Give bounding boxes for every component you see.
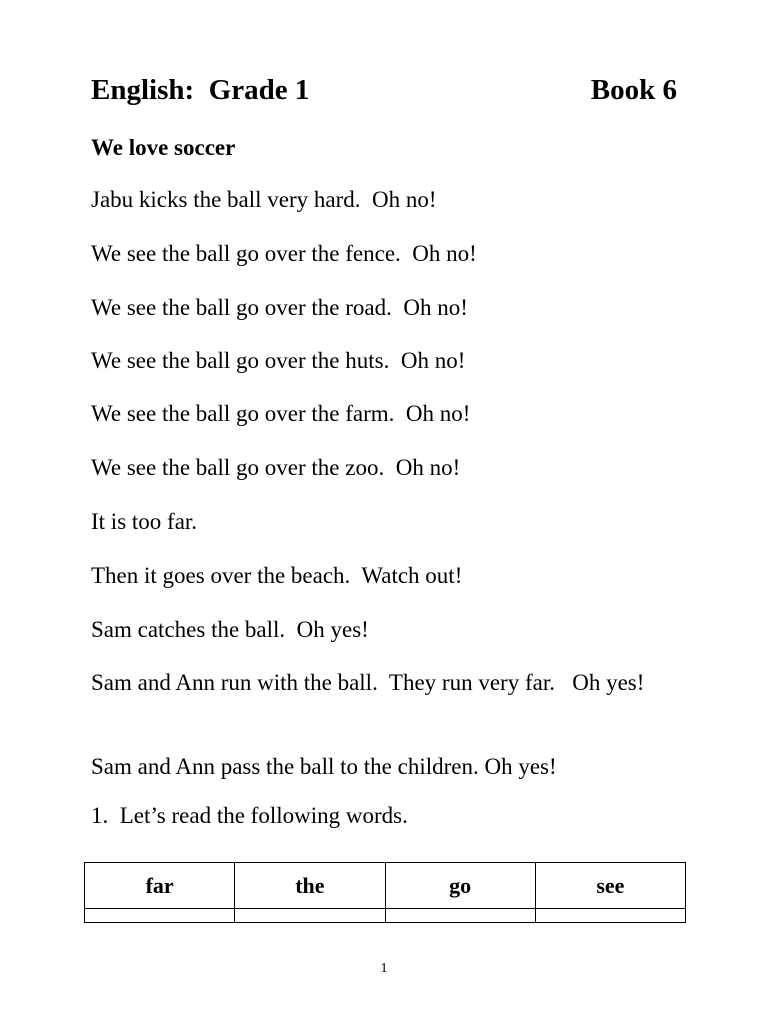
word-cell: far [85, 863, 235, 909]
blank-cell [235, 909, 385, 923]
word-cell: see [535, 863, 685, 909]
subject-grade-heading: English: Grade 1 [91, 74, 310, 106]
story-line: We see the ball go over the zoo. Oh no! [91, 455, 461, 480]
story-line: Sam and Ann run with the ball. They run very far. Oh yes! [91, 670, 645, 695]
blank-cell [535, 909, 685, 923]
word-cell: go [385, 863, 535, 909]
word-row [85, 863, 686, 909]
story-line: Sam catches the ball. Oh yes! [91, 617, 369, 642]
book-number-heading: Book 6 [590, 74, 677, 106]
story-line: Sam and Ann pass the ball to the children. Oh yes! [91, 754, 557, 779]
story-line: Then it goes over the beach. Watch out! [91, 563, 463, 588]
exercise-instruction: 1. Let’s read the following words. [91, 803, 408, 828]
page-number: 1 [380, 961, 388, 976]
story-line: Jabu kicks the ball very hard. Oh no! [91, 187, 437, 212]
story-line: It is too far. [91, 509, 198, 534]
word-cell: the [235, 863, 385, 909]
blank-cell [385, 909, 535, 923]
story-title: We love soccer [91, 135, 236, 160]
document-header [91, 74, 677, 114]
story-line: We see the ball go over the huts. Oh no! [91, 348, 466, 373]
blank-cell [85, 909, 235, 923]
story-line: We see the ball go over the road. Oh no! [91, 295, 468, 320]
blank-row [85, 909, 686, 923]
story-line: We see the ball go over the farm. Oh no! [91, 401, 471, 426]
story-line: We see the ball go over the fence. Oh no! [91, 241, 477, 266]
word-table [84, 862, 686, 923]
